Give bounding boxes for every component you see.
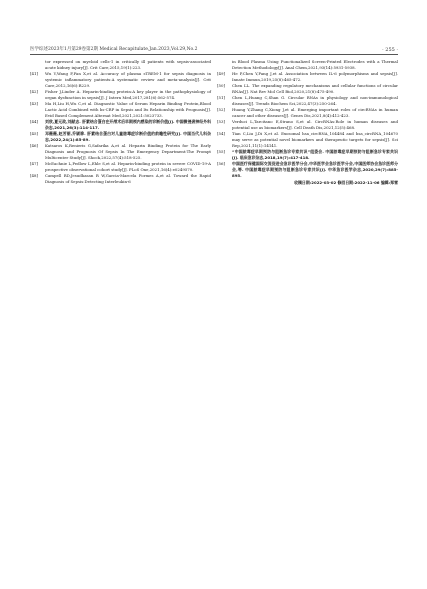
reference-text: Katsaros K,Renieris G,Safarika A,et al. Heparin Binding Protein for The Early Diagnosis and Prognosis Of Sepsis In The Emergency Department:The Prompt Multicenter Study[J]. Shock,2022,57(4):518-525. <box>45 143 211 160</box>
reference-number: [44] <box>30 119 38 124</box>
reference-text: Ma H,Liu H,Wu C,et al. Diagnostic Value of Serum Heparin Binding Protein,Blood Lactic Acid Combined with hs-CRP in Sepsis and Its Relationship with Prognosis[J]. Evid Based Complement Alternat Med,2021,2021:5023733. <box>45 101 211 118</box>
reference-number: [48] <box>30 173 38 179</box>
reference-item <box>217 119 398 131</box>
reference-number: [51] <box>217 95 225 101</box>
reference-number: [45] <box>30 131 38 137</box>
reference-number: [49] <box>217 71 225 77</box>
reference-text: 刘欣,夏元政,刘献志. 肝素结合蛋白在开颅术后早期颅内感染的诊断价值[J]. 中国微侵袭神经外科杂志,2021,26(3):114-117. <box>45 119 211 130</box>
reference-text: Tian C,Liu J,Di X,et al. Exosomal hsa_circRNA_104484 and hsa_circRNA_104670 may serve as potential novel biomarkers and therapeutic targets for sepsis[J]. Sci Rep,2021,11(1):14141. <box>232 131 398 149</box>
reference-text: 邓薇薇,赵芳丽,乔颖骅. 肝素结合蛋白对儿童脓毒症诊断价值的前瞻性研究[J]. 中国当代儿科杂志,2022,24(1):85-89. <box>45 131 211 142</box>
reference-text: Huang Y,Zhang C,Xiong J,et al. Emerging important roles of circRNAs in human cancer and other diseases[J]. Genes Dis,2021,8(4):412-423. <box>232 107 398 119</box>
reference-item <box>30 131 211 143</box>
reference-column-left <box>30 59 211 185</box>
reference-item <box>217 95 398 107</box>
reference-number: [56] <box>217 161 225 167</box>
reference-number: [53] <box>217 119 225 125</box>
reference-item <box>30 71 211 89</box>
reference-item <box>217 71 398 83</box>
reference-text: 中国医疗保健国际交流促进会急诊医学分会,中华医学会急诊医学分会,中国医师协会急诊医师分会,等. 中国脓毒症早期预防与阻断急诊专家共识[J]. 中华急诊医学杂志,2020,29(7):885-895. <box>232 161 398 179</box>
reference-item <box>30 89 211 101</box>
reference-text: “中国脓毒症早期预防与阻断急诊专家共识”组委会. 中国脓毒症早期预防与阻断急诊专家共识[J]. 临床急诊杂志,2018,19(7):417-418. <box>232 149 398 161</box>
reference-text: Verduci L,Tarcitano E,Strano S,et al. CircRNAs:Role in human diseases and potential use as biomarkers[J]. Cell Death Dis,2021,12(5):468. <box>232 119 398 131</box>
reference-text: Fisher J,Linder A. Heparin-binding protein:A key player in the pathophysiology of organ dysfunction in sepsis[J]. J Intern Med,2017,281(6):562-574. <box>45 89 211 100</box>
reference-number: [43] <box>30 101 38 107</box>
reference-item <box>30 101 211 119</box>
reference-text: Chen LL. The expanding regulatory mechanisms and cellular functions of circular RNAs[J]. Nat Rev Mol Cell Biol,2020,21(8):475-490. <box>232 83 398 94</box>
reference-item <box>30 173 211 185</box>
reference-item <box>30 119 211 131</box>
reference-number: [47] <box>30 161 38 167</box>
reference-number: [54] <box>217 131 225 137</box>
reference-text: He P,Chen Y,Pang J,et al. Association between IL-6 polymorphisms and sepsis[J]. Innate Immun,2019,25(8):465-472. <box>232 71 398 82</box>
reference-number: [42] <box>30 89 38 94</box>
article-dates: 收稿日期:2022-03-02 修回日期:2022-11-06 编辑:郑雪 <box>294 180 398 185</box>
reference-number: [50] <box>217 83 225 89</box>
running-header <box>30 47 398 55</box>
journal-citation: 医学综述2023年1月第29卷第2期 Medical Recapitulate,Jan.2023,Vol.29,No.2 <box>30 47 198 52</box>
reference-text: Campell RD,Jesudhasan R W,Garcia-Marcela Formes A,et al. Toward the Rapid Diagnosis of Sepsis:Detecting Interleukin-6 <box>45 173 211 184</box>
reference-text: Wu Y,Wang F,Fan X,et al. Accuracy of plasma sTREM-1 for sepsis diagnosis in systemic inflammatory patients:A systematic review and meta-analysis[J]. Crit Care,2012,16(6):R229. <box>45 71 211 88</box>
reference-item <box>30 161 211 173</box>
reference-number: [46] <box>30 143 38 149</box>
reference-item <box>217 83 398 95</box>
reference-column-right <box>217 59 398 186</box>
reference-number: [41] <box>30 71 38 77</box>
reference-text: McEachnie L,Pedlow L,Ehle S,et al. Heparin-binding protein in severe COVID-19-A prospective observational cohort study[J]. PLoS One,2021,16(4):e0249570. <box>45 161 211 172</box>
reference-item <box>217 131 398 149</box>
reference-number: [55] <box>217 149 225 155</box>
reference-continuation: tor expressed on myeloid cells-1 in critically ill patients with sepsis-associated acute kidney injury[J]. Crit Care,2015,19(1):223. <box>45 59 211 70</box>
reference-item <box>217 107 398 119</box>
reference-item <box>217 161 398 179</box>
reference-text: Chen L,Huang C,Shan G. Circular RNAs in physiology and non-immunological diseases[J]. Trends Biochem Sci,2022,47(3):250-264. <box>232 95 398 107</box>
reference-item <box>30 143 211 161</box>
reference-item <box>217 149 398 161</box>
page-number: · 255 · <box>382 47 398 53</box>
reference-number: [52] <box>217 107 225 113</box>
reference-continuation: in Blood Plasma Using Functionalized Screen-Printed Electrodes with a Thermal Detection Methodology[J]. Anal Chem,2021,93(14):5931-5938. <box>232 59 398 70</box>
